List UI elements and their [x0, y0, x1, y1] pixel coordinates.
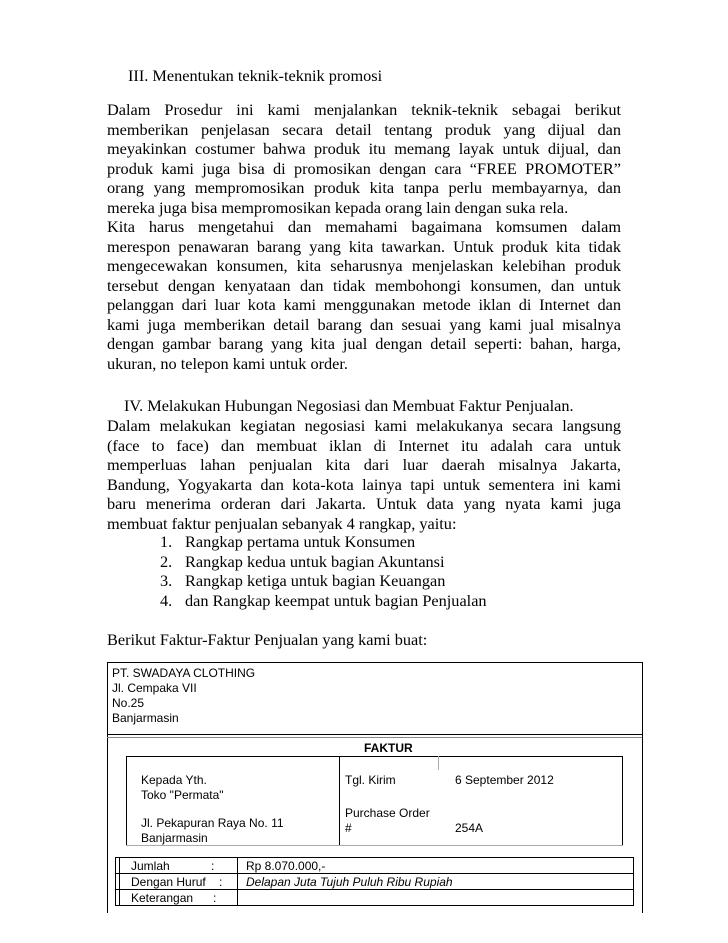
- text-line: tersebut dengan kenyataan dan tidak membohongi konsumen, dan untuk: [107, 275, 621, 295]
- text-line: mereka juga bisa mempromosikan kepada orang lain dengan suka rela.: [107, 197, 569, 217]
- text-line: Dalam melakukan kegiatan negosiasi kami melakukanya secara langsung: [107, 416, 621, 435]
- recipient-address: [141, 816, 284, 846]
- company-city: Banjarmasin: [112, 711, 179, 725]
- grid-line: [339, 756, 340, 845]
- text-line: Kita harus mengetahui dan memahami bagaimana komsumen dalam: [107, 217, 621, 236]
- purchase-order-value: 254A: [455, 821, 484, 835]
- section-3-paragraph-2: [107, 217, 621, 373]
- list-text: Rangkap kedua untuk bagian Akuntansi: [185, 551, 445, 571]
- list-item: [160, 571, 487, 591]
- table-border: [115, 857, 633, 858]
- table-row-colon: :: [219, 875, 223, 889]
- text-line: memperluas lahan penjualan kita dari luar daerah misalnya Jakarta,: [107, 455, 621, 474]
- text-line: kami juga memberikan detail barang dan sesuai yang kami jual misalnya: [107, 314, 621, 334]
- section-4-paragraph: [107, 416, 621, 533]
- separator-line: [107, 737, 642, 738]
- table-border: [633, 857, 634, 906]
- table-row-colon: :: [213, 891, 217, 905]
- text-line: ukuran, no telepon kami untuk order.: [107, 353, 348, 373]
- recipient-greeting: Kepada Yth.: [141, 773, 207, 787]
- tgl-kirim-label: Tgl. Kirim: [345, 773, 396, 787]
- table-row-label: Dengan Huruf: [131, 875, 206, 889]
- list-item: [160, 591, 487, 611]
- text-line: orang yang mempromosikan produk kita tanpa perlu membayarnya, dan: [107, 178, 621, 197]
- list-item: [160, 532, 487, 552]
- company-number: No.25: [112, 696, 145, 710]
- text-line: merespon penawaran barang yang kita tawarkan. Untuk produk kita tidak: [107, 236, 621, 256]
- text-line: pelanggan dari luar kota kami menggunakan metode iklan di Internet dan: [107, 295, 621, 314]
- recipient-store: Toko "Permata": [141, 788, 224, 802]
- table-row-colon: :: [211, 859, 215, 873]
- purchase-order-label-line: Purchase Order: [345, 806, 430, 820]
- separator-line: [107, 734, 642, 735]
- company-street: Jl. Cempaka VII: [112, 681, 197, 695]
- grid-line: [126, 756, 127, 845]
- list-text: Rangkap ketiga untuk bagian Keuangan: [185, 571, 446, 590]
- grid-line: [438, 756, 439, 770]
- table-row-value: Rp 8.070.000,-: [246, 859, 326, 873]
- list-number: 4.: [160, 590, 173, 610]
- rangkap-list: [160, 532, 487, 610]
- recipient-block: [141, 773, 224, 803]
- section-3-paragraph-1: [107, 100, 621, 217]
- text-line: memberikan penjelasan secara detail tentang produk yang dijual dan: [107, 119, 621, 139]
- table-row-value: Delapan Juta Tujuh Puluh Ribu Rupiah: [246, 875, 453, 889]
- grid-line: [622, 756, 623, 845]
- recipient-city: Banjarmasin: [141, 831, 208, 845]
- table-border: [119, 857, 120, 906]
- section-3-heading: III. Menentukan teknik-teknik promosi: [128, 66, 383, 85]
- list-text: dan Rangkap keempat untuk bagian Penjualan: [185, 590, 487, 610]
- text-line: Bandung, Yogyakarta dan kota-kota lainya tapi untuk sementera ini kami: [107, 474, 621, 494]
- table-border: [115, 905, 633, 906]
- text-line: membuat faktur penjualan sebanyak 4 rangkap, yaitu:: [107, 513, 457, 533]
- company-block: [112, 666, 255, 726]
- table-row-label: Keterangan: [131, 891, 194, 905]
- text-line: mengecewakan konsumen, kita seharusnya menjelaskan kelebihan produk: [107, 256, 621, 275]
- company-name: PT. SWADAYA CLOTHING: [112, 666, 256, 680]
- table-border: [115, 857, 116, 906]
- text-line: (face to face) dan membuat iklan di Internet itu adalah cara untuk: [107, 435, 621, 455]
- faktur-title: FAKTUR: [364, 741, 413, 755]
- purchase-order-hash: #: [345, 821, 352, 835]
- list-number: 3.: [160, 571, 173, 590]
- list-item: [160, 552, 487, 572]
- table-border: [115, 889, 633, 890]
- table-border: [115, 873, 633, 874]
- text-line: meyakinkan costumer bahwa produk itu memang layak untuk dijual, dan: [107, 139, 621, 158]
- tgl-kirim-value: 6 September 2012: [455, 773, 554, 787]
- text-line: dengan gambar barang yang kita jual dengan detail seperti: bahan, harga,: [107, 334, 621, 353]
- recipient-street: Jl. Pekapuran Raya No. 11: [141, 816, 284, 830]
- section-4-heading: IV. Melakukan Hubungan Negosiasi dan Membuat Faktur Penjualan.: [124, 396, 574, 415]
- text-line: produk kami juga bisa di promosikan dengan cara “FREE PROMOTER”: [107, 158, 621, 178]
- list-number: 2.: [160, 551, 173, 571]
- list-text: Rangkap pertama untuk Konsumen: [185, 532, 416, 551]
- text-line: Dalam Prosedur ini kami menjalankan teknik-teknik sebagai berikut: [107, 100, 621, 119]
- list-number: 1.: [160, 532, 173, 551]
- text-line: baru menerima orderan dari Jakarta. Untuk data yang nyata kami juga: [107, 494, 621, 513]
- faktur-intro: Berikut Faktur-Faktur Penjualan yang kami buat:: [107, 630, 428, 649]
- grid-line: [126, 756, 623, 757]
- purchase-order-label: [345, 806, 430, 836]
- table-border: [237, 857, 238, 906]
- table-row-label: Jumlah: [131, 859, 170, 873]
